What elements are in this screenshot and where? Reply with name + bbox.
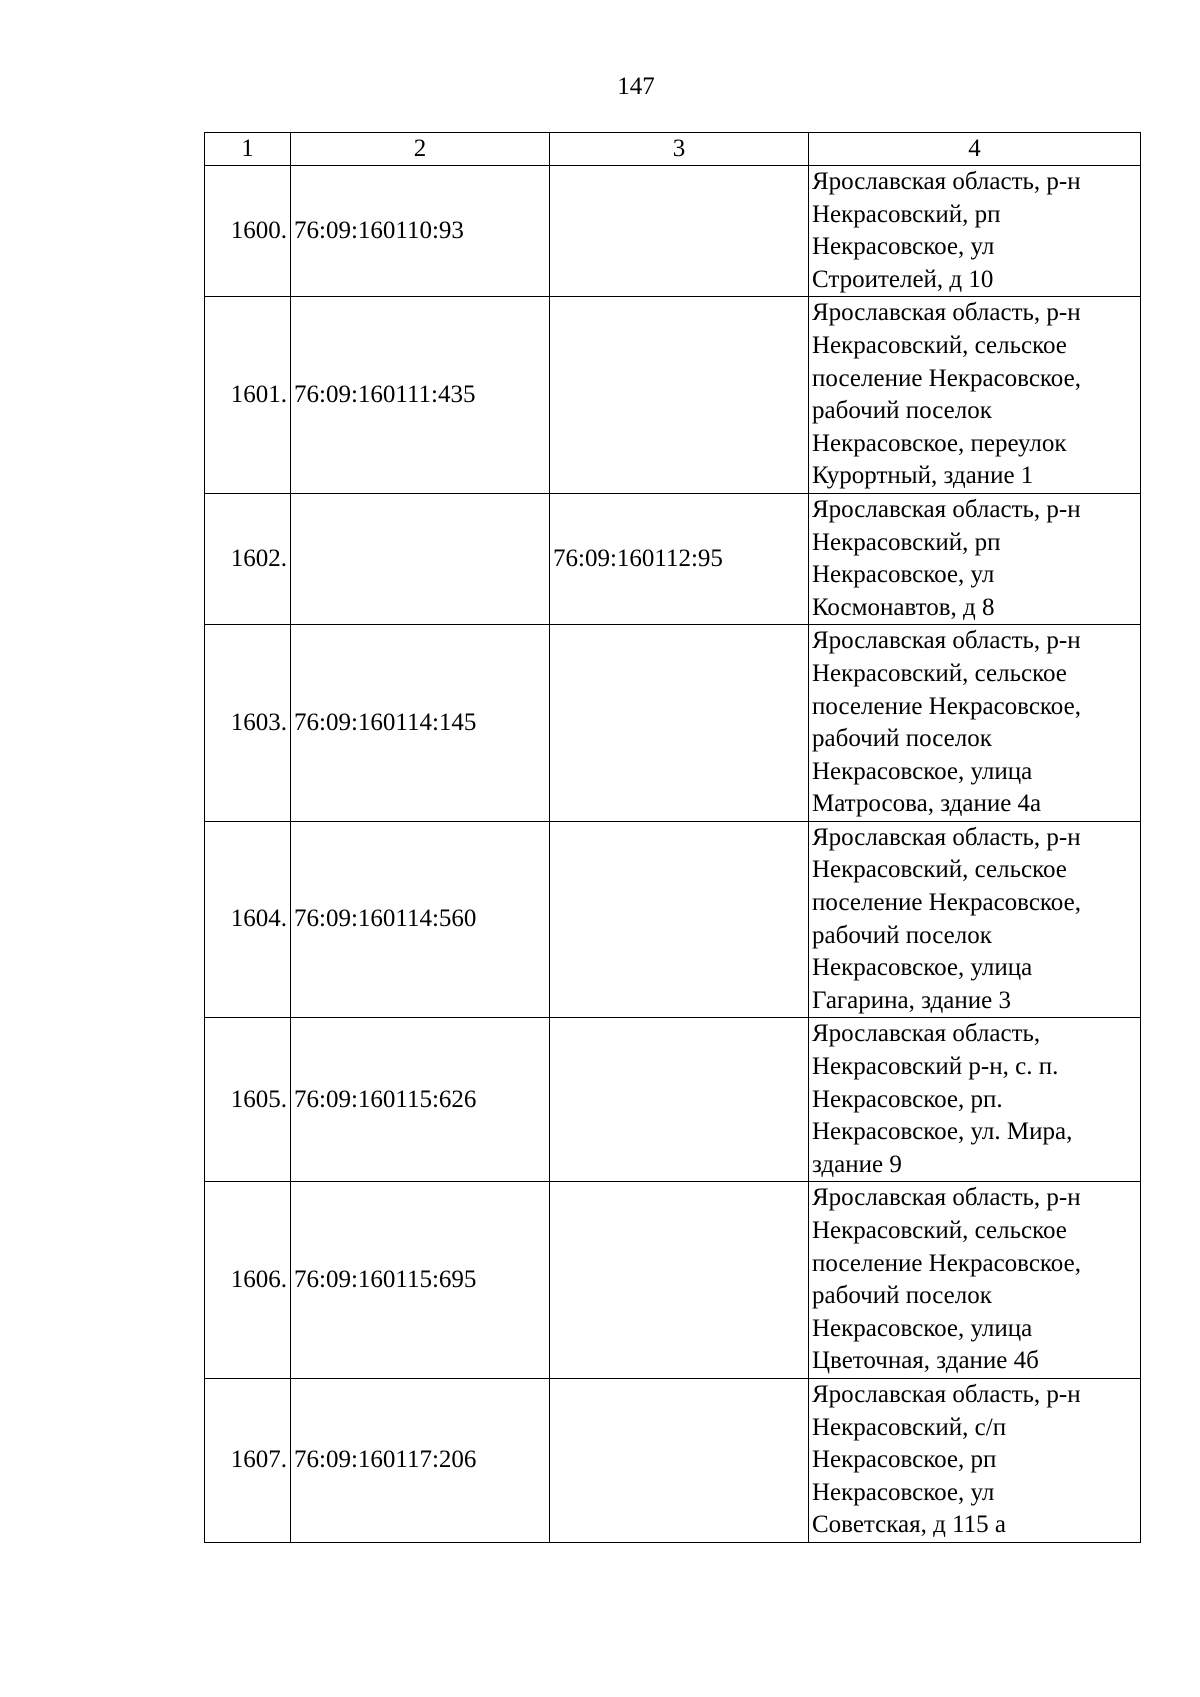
address-line: Ярославская область,: [812, 1020, 1041, 1048]
column-header-1: 1: [205, 133, 291, 166]
cadastral-number-col2: 76:09:160115:626: [291, 1018, 550, 1182]
row-number: 1606.: [205, 1182, 291, 1379]
address-line: Некрасовское, ул: [812, 561, 995, 589]
column-header-2: 2: [291, 133, 550, 166]
address-cell: [809, 297, 1141, 494]
address-line: поселение Некрасовское,: [812, 692, 1081, 720]
row-number: 1603.: [205, 625, 291, 822]
cadastral-number-col2: 76:09:160115:695: [291, 1182, 550, 1379]
table-row: [205, 1018, 1141, 1182]
address-line: Цветочная, здание 4б: [812, 1347, 1039, 1375]
address-line: Некрасовский, сельское: [812, 331, 1067, 359]
address-line: Некрасовское, рп.: [812, 1085, 1003, 1113]
register-table: [204, 132, 1141, 1543]
table-row: [205, 1182, 1141, 1379]
address-line: здание 9: [812, 1150, 902, 1178]
address-line: Некрасовский, сельское: [812, 659, 1067, 687]
address-line: Ярославская область, р-н: [812, 495, 1081, 523]
address-line: Матросова, здание 4а: [812, 790, 1042, 818]
address-line: Ярославская область, р-н: [812, 299, 1081, 327]
address-line: Некрасовский, сельское: [812, 856, 1067, 884]
cadastral-number-col3: [550, 1018, 809, 1182]
column-header-3: 3: [550, 133, 809, 166]
address-line: Ярославская область, р-н: [812, 1380, 1081, 1408]
address-line: Некрасовское, переулок: [812, 429, 1067, 457]
address-line: Некрасовский, рп: [812, 528, 1001, 556]
address-line: рабочий поселок: [812, 921, 992, 949]
address-cell: [809, 1018, 1141, 1182]
cadastral-number-col2: 76:09:160114:560: [291, 821, 550, 1018]
row-number: 1601.: [205, 297, 291, 494]
address-cell: [809, 1182, 1141, 1379]
row-number: 1605.: [205, 1018, 291, 1182]
cadastral-number-col3: [550, 166, 809, 297]
cadastral-number-col2: 76:09:160114:145: [291, 625, 550, 822]
address-line: Ярославская область, р-н: [812, 627, 1081, 655]
address-line: Некрасовский, рп: [812, 200, 1001, 228]
table-row: [205, 166, 1141, 297]
address-line: Ярославская область, р-н: [812, 168, 1081, 195]
table-row: [205, 297, 1141, 494]
address-cell: [809, 493, 1141, 624]
table-row: [205, 1378, 1141, 1542]
address-line: Курортный, здание 1: [812, 462, 1034, 490]
address-line: Советская, д 115 а: [812, 1511, 1007, 1539]
table-row: [205, 625, 1141, 822]
cadastral-number-col2: [291, 493, 550, 624]
address-line: Некрасовское, улица: [812, 757, 1033, 785]
cadastral-number-col3: [550, 297, 809, 494]
page-number: 147: [617, 73, 655, 100]
address-line: Строителей, д 10: [812, 265, 994, 293]
address-line: поселение Некрасовское,: [812, 1249, 1081, 1277]
address-line: Некрасовское, ул: [812, 1478, 995, 1506]
address-cell: [809, 625, 1141, 822]
cadastral-number-col3: [550, 1182, 809, 1379]
row-number: 1600.: [205, 166, 291, 297]
address-line: рабочий поселок: [812, 1282, 992, 1310]
table-header-row: [205, 133, 1141, 166]
address-line: Ярославская область, р-н: [812, 1184, 1081, 1212]
address-line: Некрасовское, ул. Мира,: [812, 1118, 1073, 1146]
address-line: Ярославская область, р-н: [812, 823, 1081, 851]
address-line: поселение Некрасовское,: [812, 889, 1081, 917]
address-cell: [809, 1378, 1141, 1542]
cadastral-number-col3: [550, 625, 809, 822]
row-number: 1607.: [205, 1378, 291, 1542]
address-line: Некрасовское, ул: [812, 233, 995, 261]
address-line: рабочий поселок: [812, 397, 992, 425]
cadastral-number-col3: [550, 1378, 809, 1542]
table-row: [205, 493, 1141, 624]
address-line: Некрасовское, рп: [812, 1446, 997, 1474]
address-line: рабочий поселок: [812, 725, 992, 753]
column-header-4: 4: [809, 133, 1141, 166]
address-line: Космонавтов, д 8: [812, 593, 995, 621]
address-line: поселение Некрасовское,: [812, 364, 1081, 392]
address-cell: [809, 166, 1141, 297]
address-line: Некрасовский, сельское: [812, 1217, 1067, 1244]
address-line: Гагарина, здание 3: [812, 986, 1011, 1014]
address-line: Некрасовский р-н, с. п.: [812, 1053, 1059, 1081]
row-number: 1604.: [205, 821, 291, 1018]
row-number: 1602.: [205, 493, 291, 624]
cadastral-number-col3: 76:09:160112:95: [550, 493, 809, 624]
address-line: Некрасовский, с/п: [812, 1413, 1007, 1441]
address-line: Некрасовское, улица: [812, 1314, 1033, 1342]
table-row: [205, 821, 1141, 1018]
cadastral-number-col2: 76:09:160111:435: [291, 297, 550, 494]
address-line: Некрасовское, улица: [812, 954, 1033, 982]
cadastral-number-col3: [550, 821, 809, 1018]
cadastral-number-col2: 76:09:160110:93: [291, 166, 550, 297]
cadastral-number-col2: 76:09:160117:206: [291, 1378, 550, 1542]
address-cell: [809, 821, 1141, 1018]
